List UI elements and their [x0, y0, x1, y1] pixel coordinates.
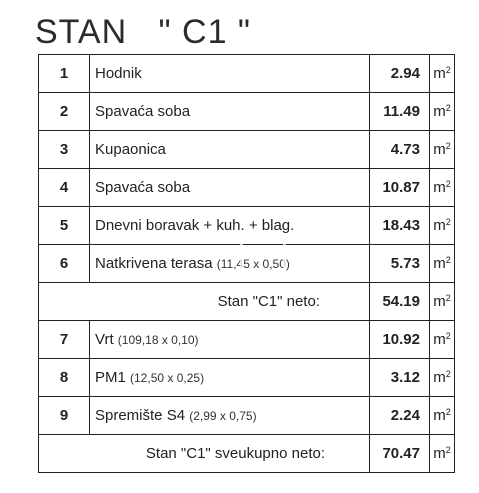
table-row: [39, 245, 455, 283]
area-unit: $m^2$: [430, 93, 455, 131]
room-name-cell: [90, 397, 370, 435]
room-area: 11.49: [370, 93, 430, 131]
room-area: 4.73: [370, 131, 430, 169]
room-dimensions: (109,18 x 0,10): [117, 333, 199, 347]
room-name-cell: [90, 93, 370, 131]
room-name: PM1: [95, 369, 126, 386]
area-unit: $m^2$: [430, 131, 455, 169]
room-area: 10.92: [370, 321, 430, 359]
row-number: 9: [39, 397, 90, 435]
room-name-cell: [90, 359, 370, 397]
total-label: Stan "C1" sveukupno neto:: [39, 435, 370, 473]
total-area: 70.47: [370, 435, 430, 473]
room-name: Spremište S4: [95, 407, 186, 424]
area-unit: $m^2$: [430, 283, 455, 321]
row-number: 8: [39, 359, 90, 397]
room-area: 10.87: [370, 169, 430, 207]
room-area: 18.43: [370, 207, 430, 245]
room-area: 3.12: [370, 359, 430, 397]
room-dimensions: (2,99 x 0,75): [189, 409, 257, 423]
row-number: 4: [39, 169, 90, 207]
table-row: [39, 55, 455, 93]
room-name-cell: [90, 169, 370, 207]
subtotal-label: Stan "C1" neto:: [39, 283, 370, 321]
table-row: [39, 169, 455, 207]
area-unit: $m^2$: [430, 321, 455, 359]
room-name: Spavaća soba: [95, 179, 191, 196]
subtotal-row: [39, 283, 455, 321]
row-number: 7: [39, 321, 90, 359]
room-area: 5.73: [370, 245, 430, 283]
page-title: STAN " C1 ": [35, 13, 251, 51]
row-number: 6: [39, 245, 90, 283]
room-name: Hodnik: [95, 65, 142, 82]
row-number: 2: [39, 93, 90, 131]
table-row: [39, 131, 455, 169]
table-row: [39, 397, 455, 435]
row-number: 5: [39, 207, 90, 245]
room-area: 2.24: [370, 397, 430, 435]
area-unit: $m^2$: [430, 55, 455, 93]
room-name: Dnevni boravak + kuh. + blag.: [95, 217, 295, 234]
subtotal-area: 54.19: [370, 283, 430, 321]
area-unit: $m^2$: [430, 207, 455, 245]
room-area: 2.94: [370, 55, 430, 93]
room-name: Vrt: [95, 331, 114, 348]
room-name-cell: [90, 207, 370, 245]
room-dimensions: (11,45 x 0,50): [216, 257, 290, 271]
area-unit: $m^2$: [430, 397, 455, 435]
table-row: [39, 359, 455, 397]
room-name-cell: [90, 245, 370, 283]
table-row: [39, 207, 455, 245]
row-number: 1: [39, 55, 90, 93]
total-row: [39, 435, 455, 473]
room-name: Spavaća soba: [95, 103, 191, 120]
area-table: [38, 54, 455, 473]
row-number: 3: [39, 131, 90, 169]
area-unit: $m^2$: [430, 359, 455, 397]
area-unit: $m^2$: [430, 245, 455, 283]
room-name: Kupaonica: [95, 141, 166, 158]
room-name-cell: [90, 321, 370, 359]
room-dimensions: (12,50 x 0,25): [130, 371, 205, 385]
table-row: [39, 93, 455, 131]
table-row: [39, 321, 455, 359]
room-name-cell: [90, 55, 370, 93]
room-name: Natkrivena terasa: [95, 255, 213, 272]
area-unit: $m^2$: [430, 169, 455, 207]
room-name-cell: [90, 131, 370, 169]
area-unit: $m^2$: [430, 435, 455, 473]
